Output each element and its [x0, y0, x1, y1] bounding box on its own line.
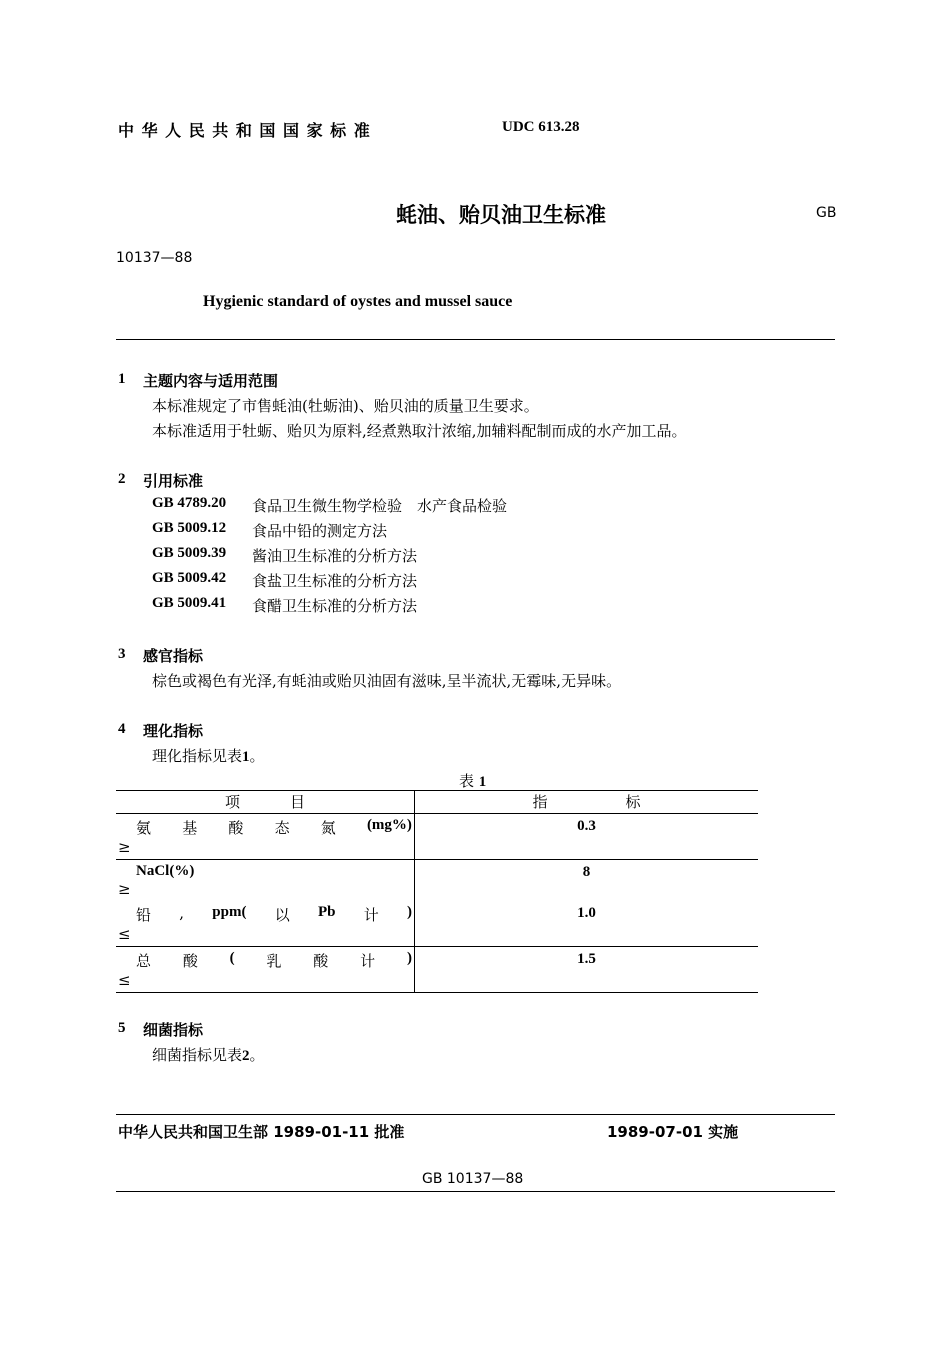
section-1-line-1: 本标准规定了市售蚝油(牡蛎油)、贻贝油的质量卫生要求。	[152, 397, 539, 415]
item-token: 基	[182, 819, 198, 837]
gb-number: 10137—88	[116, 250, 193, 266]
comparator: ≤	[118, 971, 131, 989]
item-cell	[116, 947, 415, 993]
table-1	[116, 790, 758, 993]
section-1-line-2: 本标准适用于牡蛎、贻贝为原料,经煮熟取汁浓缩,加辅料配制而成的水产加工品。	[152, 422, 687, 440]
ref-code: GB 5009.42	[152, 570, 227, 586]
ref-code: GB 5009.39	[152, 545, 227, 561]
comparator: ≤	[118, 925, 131, 943]
page-code: GB 10137—88	[422, 1171, 524, 1187]
table-row	[116, 901, 758, 947]
footer-rule-bottom	[116, 1191, 835, 1192]
item-token: Pb	[317, 904, 336, 920]
caption-number: 1	[478, 774, 487, 790]
table-ref: 1	[242, 749, 250, 765]
line-suffix: 。	[249, 747, 265, 765]
document-title: 蚝油、贻贝油卫生标准	[396, 203, 606, 227]
line-suffix: 。	[249, 1046, 265, 1064]
item-token: 以	[274, 906, 290, 924]
section-4-line	[152, 745, 265, 766]
item-token: ,	[179, 904, 185, 922]
header-item	[116, 791, 415, 814]
header-value-b: 标	[625, 793, 641, 811]
item-token: )	[406, 904, 412, 920]
item-token: ppm(	[212, 904, 247, 920]
section-5-number: 5	[118, 1020, 126, 1036]
gb-prefix: GB	[816, 205, 837, 221]
item-cell	[116, 814, 415, 860]
section-2-number: 2	[118, 471, 126, 487]
section-4-number: 4	[118, 721, 126, 737]
item-token: 氨	[136, 819, 152, 837]
ref-code: GB 5009.41	[152, 595, 227, 611]
item-cell	[116, 860, 415, 902]
item-token: 酸	[228, 819, 244, 837]
table-1-caption	[459, 770, 486, 791]
item-token: 铅	[136, 906, 152, 924]
footer-rule-top	[116, 1114, 835, 1115]
section-5-title: 细菌指标	[143, 1021, 204, 1039]
item-token: 酸	[313, 952, 329, 970]
item-token: 氮	[320, 819, 336, 837]
english-title: Hygienic standard of oystes and mussel sauce	[203, 293, 513, 310]
section-1-number: 1	[118, 371, 126, 387]
comparator: ≥	[118, 838, 131, 856]
implementation-date: 1989-07-01 实施	[607, 1123, 739, 1141]
item-token: (	[229, 950, 235, 966]
ref-code: GB 4789.20	[152, 495, 227, 511]
section-4-title: 理化指标	[143, 722, 204, 740]
issuing-body: 中 华 人 民 共 和 国 国 家 标 准	[118, 121, 371, 140]
header-item-a: 项	[224, 793, 240, 811]
value-cell: 8	[582, 864, 591, 880]
item-cell	[116, 901, 415, 947]
header-item-b: 目	[290, 793, 306, 811]
item-token: 态	[274, 819, 290, 837]
item-token: (mg%)	[366, 817, 412, 833]
item-token: 计	[360, 952, 376, 970]
header-rule	[116, 339, 835, 340]
comparator: ≥	[118, 880, 131, 898]
value-cell: 0.3	[415, 814, 759, 860]
table-header-row	[116, 791, 758, 814]
item-token: 酸	[182, 952, 198, 970]
value-cell: 1.5	[415, 947, 759, 993]
ref-name: 食品中铅的测定方法	[252, 522, 388, 540]
ref-code: GB 5009.12	[152, 520, 227, 536]
section-2-title: 引用标准	[143, 472, 204, 490]
item-token: )	[406, 950, 412, 966]
table-row	[116, 860, 758, 902]
line-prefix: 细菌指标见表	[152, 1046, 243, 1064]
section-3-number: 3	[118, 646, 126, 662]
item-token: 乳	[266, 952, 282, 970]
value-cell: 1.0	[415, 901, 759, 947]
item-token: 计	[363, 906, 379, 924]
header-value-a: 指	[532, 793, 548, 811]
udc-code: UDC 613.28	[502, 119, 580, 135]
ref-name: 酱油卫生标准的分析方法	[252, 547, 418, 565]
section-3-line-1: 棕色或褐色有光泽,有蚝油或贻贝油固有滋味,呈半流状,无霉味,无异味。	[152, 672, 622, 690]
table-ref: 2	[242, 1048, 250, 1064]
ref-name: 食醋卫生标准的分析方法	[252, 597, 418, 615]
item-token: NaCl(%)	[136, 863, 195, 879]
item-token: 总	[136, 952, 152, 970]
header-value	[415, 791, 759, 814]
section-3-title: 感官指标	[143, 647, 204, 665]
table-row	[116, 947, 758, 993]
approval-line: 中华人民共和国卫生部 1989-01-11 批准	[118, 1123, 405, 1141]
caption-prefix: 表	[459, 772, 475, 790]
table-row	[116, 814, 758, 860]
section-5-line	[152, 1044, 265, 1065]
line-prefix: 理化指标见表	[152, 747, 243, 765]
ref-name: 食盐卫生标准的分析方法	[252, 572, 418, 590]
section-1-title: 主题内容与适用范围	[143, 372, 279, 390]
ref-name: 食品卫生微生物学检验 水产食品检验	[252, 497, 508, 515]
